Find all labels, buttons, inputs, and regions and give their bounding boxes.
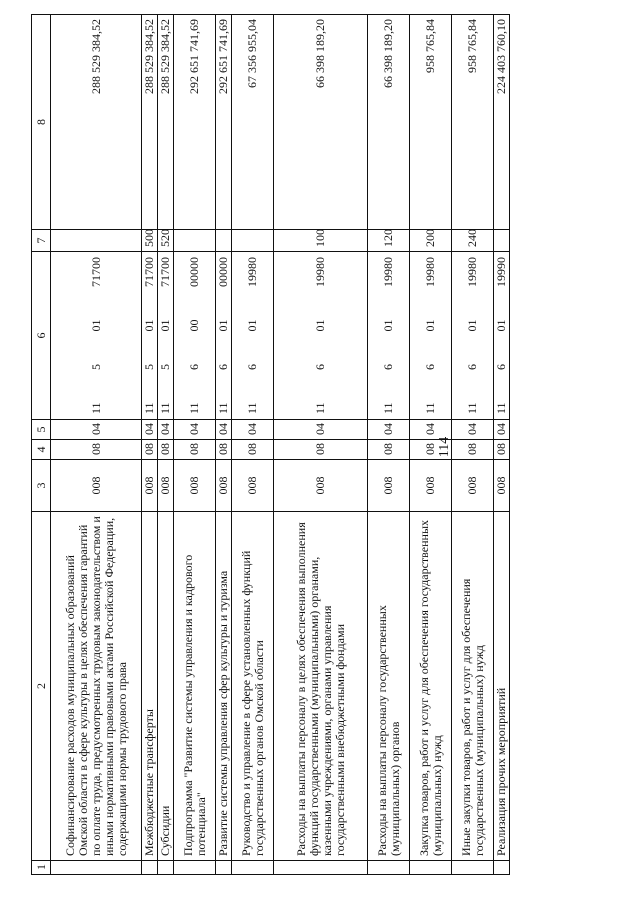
code-part: 19980 bbox=[313, 257, 327, 288]
cell-code-3: 008 bbox=[452, 460, 494, 512]
cell-code-3: 008 bbox=[232, 460, 274, 512]
header-cell-7: 7 bbox=[32, 230, 51, 252]
cell-col1 bbox=[142, 861, 158, 875]
code-part: 5 bbox=[142, 363, 156, 370]
code-part: 19980 bbox=[465, 257, 479, 288]
header-cell-4: 4 bbox=[32, 440, 51, 460]
cell-description: Закупка товаров, работ и услуг для обеспечения государственных (муниципальных) нужд bbox=[410, 512, 452, 861]
header-cell-5: 5 bbox=[32, 420, 51, 440]
code-part: 71700 bbox=[88, 257, 103, 288]
cell-col1 bbox=[51, 861, 142, 875]
cell-code-7 bbox=[494, 230, 510, 252]
cell-code-6 bbox=[158, 252, 174, 420]
code-parts bbox=[188, 256, 201, 415]
cell-code-3: 008 bbox=[274, 460, 368, 512]
cell-amount: 958 765,84 bbox=[410, 15, 452, 230]
cell-code-6 bbox=[368, 252, 410, 420]
code-part: 6 bbox=[423, 363, 437, 370]
cell-code-5: 04 bbox=[51, 420, 142, 440]
code-part: 71700 bbox=[158, 257, 172, 288]
cell-code-7 bbox=[232, 230, 274, 252]
code-part: 01 bbox=[465, 319, 479, 332]
table-row bbox=[410, 15, 452, 875]
code-part: 6 bbox=[245, 363, 259, 370]
cell-code-3: 008 bbox=[142, 460, 158, 512]
cell-code-3: 008 bbox=[174, 460, 216, 512]
code-parts bbox=[217, 256, 230, 415]
code-part: 11 bbox=[381, 402, 395, 414]
code-part: 01 bbox=[88, 319, 103, 332]
cell-code-3: 008 bbox=[494, 460, 510, 512]
code-part: 19990 bbox=[494, 257, 508, 288]
code-part: 71700 bbox=[142, 257, 156, 288]
code-part: 11 bbox=[465, 402, 479, 414]
cell-code-7: 240 bbox=[452, 230, 494, 252]
cell-amount: 67 356 955,04 bbox=[232, 15, 274, 230]
cell-col1 bbox=[232, 861, 274, 875]
cell-code-5: 04 bbox=[368, 420, 410, 440]
code-part: 11 bbox=[158, 402, 172, 414]
cell-amount: 958 765,84 bbox=[452, 15, 494, 230]
cell-code-3: 008 bbox=[216, 460, 232, 512]
code-part: 11 bbox=[494, 402, 508, 414]
header-cell-8: 8 bbox=[32, 15, 51, 230]
table-body bbox=[51, 15, 510, 875]
cell-code-4: 08 bbox=[174, 440, 216, 460]
code-part: 00000 bbox=[187, 257, 201, 288]
cell-code-5: 04 bbox=[232, 420, 274, 440]
cell-code-7 bbox=[216, 230, 232, 252]
cell-description: Расходы на выплаты персоналу в целях обеспечения выполнения функций государственными (муниципальными) органами, казенными учреждениями, органами управления государственными внебюджетными фондами bbox=[274, 512, 368, 861]
code-part: 5 bbox=[158, 363, 172, 370]
cell-amount: 66 398 189,20 bbox=[368, 15, 410, 230]
cell-amount: 288 529 384,52 bbox=[51, 15, 142, 230]
cell-code-7: 200 bbox=[410, 230, 452, 252]
code-part: 01 bbox=[158, 319, 172, 332]
code-parts bbox=[466, 256, 479, 415]
cell-col1 bbox=[494, 861, 510, 875]
cell-code-4: 08 bbox=[494, 440, 510, 460]
code-part: 01 bbox=[423, 319, 437, 332]
code-part: 11 bbox=[313, 402, 327, 414]
cell-col1 bbox=[452, 861, 494, 875]
cell-code-5: 04 bbox=[174, 420, 216, 440]
cell-code-6 bbox=[494, 252, 510, 420]
cell-code-6 bbox=[410, 252, 452, 420]
cell-code-6 bbox=[216, 252, 232, 420]
cell-code-4: 08 bbox=[410, 440, 452, 460]
cell-code-4: 08 bbox=[158, 440, 174, 460]
header-cell-2: 2 bbox=[32, 512, 51, 861]
cell-code-3: 008 bbox=[410, 460, 452, 512]
cell-code-5: 04 bbox=[452, 420, 494, 440]
code-part: 6 bbox=[216, 363, 230, 370]
cell-code-7 bbox=[51, 230, 142, 252]
cell-code-6 bbox=[51, 252, 142, 420]
code-parts bbox=[90, 256, 103, 415]
cell-code-4: 08 bbox=[51, 440, 142, 460]
code-parts bbox=[424, 256, 437, 415]
code-part: 11 bbox=[88, 402, 103, 414]
code-part: 01 bbox=[381, 319, 395, 332]
cell-col1 bbox=[368, 861, 410, 875]
cell-code-7: 100 bbox=[274, 230, 368, 252]
code-part: 11 bbox=[216, 402, 230, 414]
cell-code-7: 520 bbox=[158, 230, 174, 252]
cell-code-3: 008 bbox=[51, 460, 142, 512]
cell-description: Иные закупки товаров, работ и услуг для обеспечения государственных (муниципальных) нужд bbox=[452, 512, 494, 861]
table-row bbox=[142, 15, 158, 875]
code-part: 01 bbox=[245, 319, 259, 332]
cell-code-4: 08 bbox=[232, 440, 274, 460]
code-part: 19980 bbox=[245, 257, 259, 288]
cell-code-6 bbox=[274, 252, 368, 420]
code-part: 6 bbox=[187, 363, 201, 370]
code-part: 6 bbox=[465, 363, 479, 370]
budget-table bbox=[31, 14, 510, 875]
cell-description: Реализация прочих мероприятий bbox=[494, 512, 510, 861]
cell-description: Софинансирование расходов муниципальных образований Омской области в сфере культуры в целях обеспечения гарантий по оплате труда, предусмотренных трудовым законодательством и иными нормативными правовыми актами Российской Федерации, содержащими нормы трудового права bbox=[51, 512, 142, 861]
code-parts bbox=[495, 256, 508, 415]
header-cell-1: 1 bbox=[32, 861, 51, 875]
code-part: 6 bbox=[381, 363, 395, 370]
cell-code-7: 500 bbox=[142, 230, 158, 252]
code-part: 11 bbox=[245, 402, 259, 414]
cell-code-5: 04 bbox=[142, 420, 158, 440]
cell-description: Субсидии bbox=[158, 512, 174, 861]
code-parts bbox=[159, 256, 172, 415]
code-part: 01 bbox=[142, 319, 156, 332]
cell-code-4: 08 bbox=[142, 440, 158, 460]
code-part: 00000 bbox=[216, 257, 230, 288]
cell-col1 bbox=[174, 861, 216, 875]
cell-code-7: 120 bbox=[368, 230, 410, 252]
table-row bbox=[452, 15, 494, 875]
cell-description: Межбюджетные трансферты bbox=[142, 512, 158, 861]
cell-code-4: 08 bbox=[274, 440, 368, 460]
table-row bbox=[494, 15, 510, 875]
cell-description: Руководство и управление в сфере установленных функций государственных органов Омской области bbox=[232, 512, 274, 861]
code-part: 6 bbox=[494, 363, 508, 370]
cell-code-4: 08 bbox=[368, 440, 410, 460]
cell-amount: 66 398 189,20 bbox=[274, 15, 368, 230]
code-parts bbox=[143, 256, 156, 415]
code-part: 00 bbox=[187, 319, 201, 332]
cell-description: Развитие системы управления сфер культуры и туризма bbox=[216, 512, 232, 861]
code-part: 11 bbox=[142, 402, 156, 414]
code-part: 11 bbox=[187, 402, 201, 414]
table-row bbox=[158, 15, 174, 875]
page-number: 114 bbox=[437, 436, 452, 458]
cell-code-3: 008 bbox=[158, 460, 174, 512]
code-parts bbox=[246, 256, 259, 415]
cell-code-5: 04 bbox=[494, 420, 510, 440]
cell-code-6 bbox=[232, 252, 274, 420]
cell-code-5: 04 bbox=[274, 420, 368, 440]
cell-code-6 bbox=[174, 252, 216, 420]
cell-code-5: 04 bbox=[216, 420, 232, 440]
cell-code-7 bbox=[174, 230, 216, 252]
cell-code-6 bbox=[142, 252, 158, 420]
cell-code-4: 08 bbox=[452, 440, 494, 460]
cell-description: Расходы на выплаты персоналу государственных (муниципальных) органов bbox=[368, 512, 410, 861]
cell-amount: 224 403 760,10 bbox=[494, 15, 510, 230]
cell-col1 bbox=[158, 861, 174, 875]
cell-code-5: 04 bbox=[410, 420, 452, 440]
header-cell-6: 6 bbox=[32, 252, 51, 420]
cell-amount: 288 529 384,52 bbox=[158, 15, 174, 230]
code-part: 19980 bbox=[381, 257, 395, 288]
code-part: 01 bbox=[313, 319, 327, 332]
code-part: 11 bbox=[423, 402, 437, 414]
code-parts bbox=[382, 256, 395, 415]
cell-code-5: 04 bbox=[158, 420, 174, 440]
code-part: 5 bbox=[88, 363, 103, 370]
cell-col1 bbox=[216, 861, 232, 875]
cell-code-6 bbox=[452, 252, 494, 420]
table-row bbox=[174, 15, 216, 875]
table-row bbox=[232, 15, 274, 875]
code-part: 01 bbox=[494, 319, 508, 332]
code-parts bbox=[314, 256, 327, 415]
cell-description: Подпрограмма "Развитие системы управления и кадрового потенциала" bbox=[174, 512, 216, 861]
header-cell-3: 3 bbox=[32, 460, 51, 512]
table-row bbox=[274, 15, 368, 875]
cell-col1 bbox=[410, 861, 452, 875]
code-part: 19980 bbox=[423, 257, 437, 288]
table-row bbox=[368, 15, 410, 875]
header-row bbox=[32, 15, 51, 875]
cell-code-3: 008 bbox=[368, 460, 410, 512]
cell-amount: 292 651 741,69 bbox=[174, 15, 216, 230]
cell-col1 bbox=[274, 861, 368, 875]
code-part: 01 bbox=[216, 319, 230, 332]
cell-amount: 288 529 384,52 bbox=[142, 15, 158, 230]
table-row bbox=[51, 15, 142, 875]
code-part: 6 bbox=[313, 363, 327, 370]
cell-amount: 292 651 741,69 bbox=[216, 15, 232, 230]
cell-code-4: 08 bbox=[216, 440, 232, 460]
table-row bbox=[216, 15, 232, 875]
